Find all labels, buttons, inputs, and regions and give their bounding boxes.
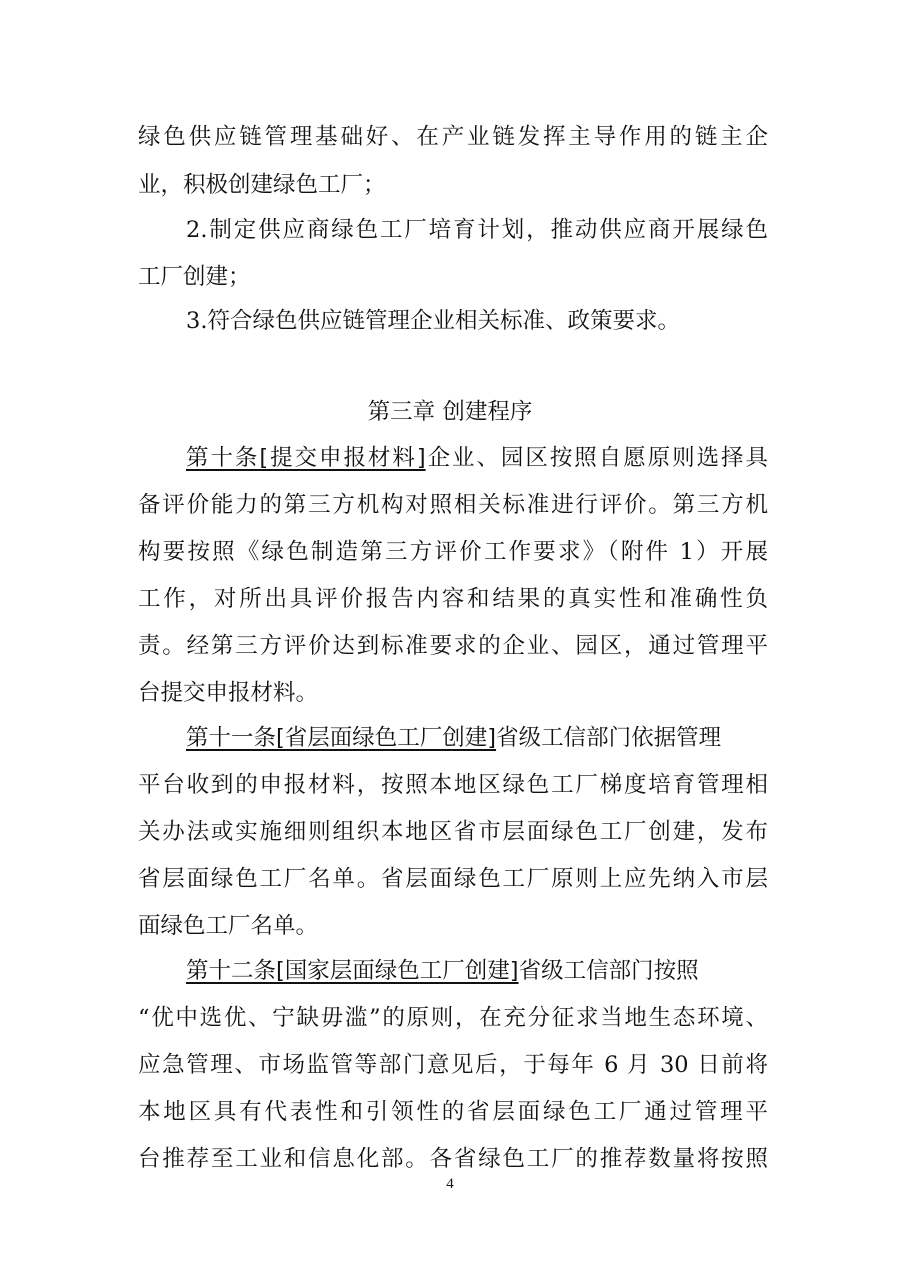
text-line: 3.符合绿色供应链管理企业相关标准、政策要求。 xyxy=(186,308,680,334)
article-12-first-line: 第十二条[国家层面绿色工厂创建]省级工信部门按照 xyxy=(186,958,699,984)
text-line: 2.制定供应商绿色工厂培育计划，推动供应商开展绿色 xyxy=(186,217,768,243)
text-line: 本地区具有代表性和引领性的省层面绿色工厂通过管理平 xyxy=(138,1099,768,1125)
article-10-first-line: 第十条[提交申报材料]企业、园区按照自愿原则选择具 xyxy=(186,445,768,471)
text-line: 平台收到的申报材料，按照本地区绿色工厂梯度培育管理相 xyxy=(138,772,768,798)
article-10-label: 第十条[提交申报材料] xyxy=(186,445,426,471)
text-line: 应急管理、市场监管等部门意见后，于每年 6 月 30 日前将 xyxy=(138,1052,768,1078)
text-line: 关办法或实施细则组织本地区省市层面绿色工厂创建，发布 xyxy=(138,819,768,845)
text-line: 台提交申报材料。 xyxy=(138,680,319,706)
text-line: 省层面绿色工厂名单。省层面绿色工厂原则上应先纳入市层 xyxy=(138,866,768,892)
article-11-first-line: 第十一条[省层面绿色工厂创建]省级工信部门依据管理 xyxy=(186,725,722,751)
text-line: 工厂创建； xyxy=(138,264,251,290)
article-11-label: 第十一条[省层面绿色工厂创建] xyxy=(186,725,497,751)
text-line: 面绿色工厂名单。 xyxy=(138,913,319,939)
text-line: 构要按照《绿色制造第三方评价工作要求》（附件 1）开展 xyxy=(138,539,768,565)
text-line: 绿色供应链管理基础好、在产业链发挥主导作用的链主企 xyxy=(138,124,768,150)
page-number: 4 xyxy=(446,1176,454,1192)
text-line: 责。经第三方评价达到标准要求的企业、园区，通过管理平 xyxy=(138,633,768,659)
text-line: 台推荐至工业和信息化部。各省绿色工厂的推荐数量将按照 xyxy=(138,1146,768,1172)
text-line: 备评价能力的第三方机构对照相关标准进行评价。第三方机 xyxy=(138,492,768,518)
text-line: “优中选优、宁缺毋滥”的原则，在充分征求当地生态环境、 xyxy=(138,1005,768,1031)
article-12-label: 第十二条[国家层面绿色工厂创建] xyxy=(186,958,519,984)
text-line: 工作，对所出具评价报告内容和结果的真实性和准确性负 xyxy=(138,586,768,612)
chapter-title: 第三章 创建程序 xyxy=(367,399,533,425)
text-line: 业，积极创建绿色工厂； xyxy=(138,172,386,198)
